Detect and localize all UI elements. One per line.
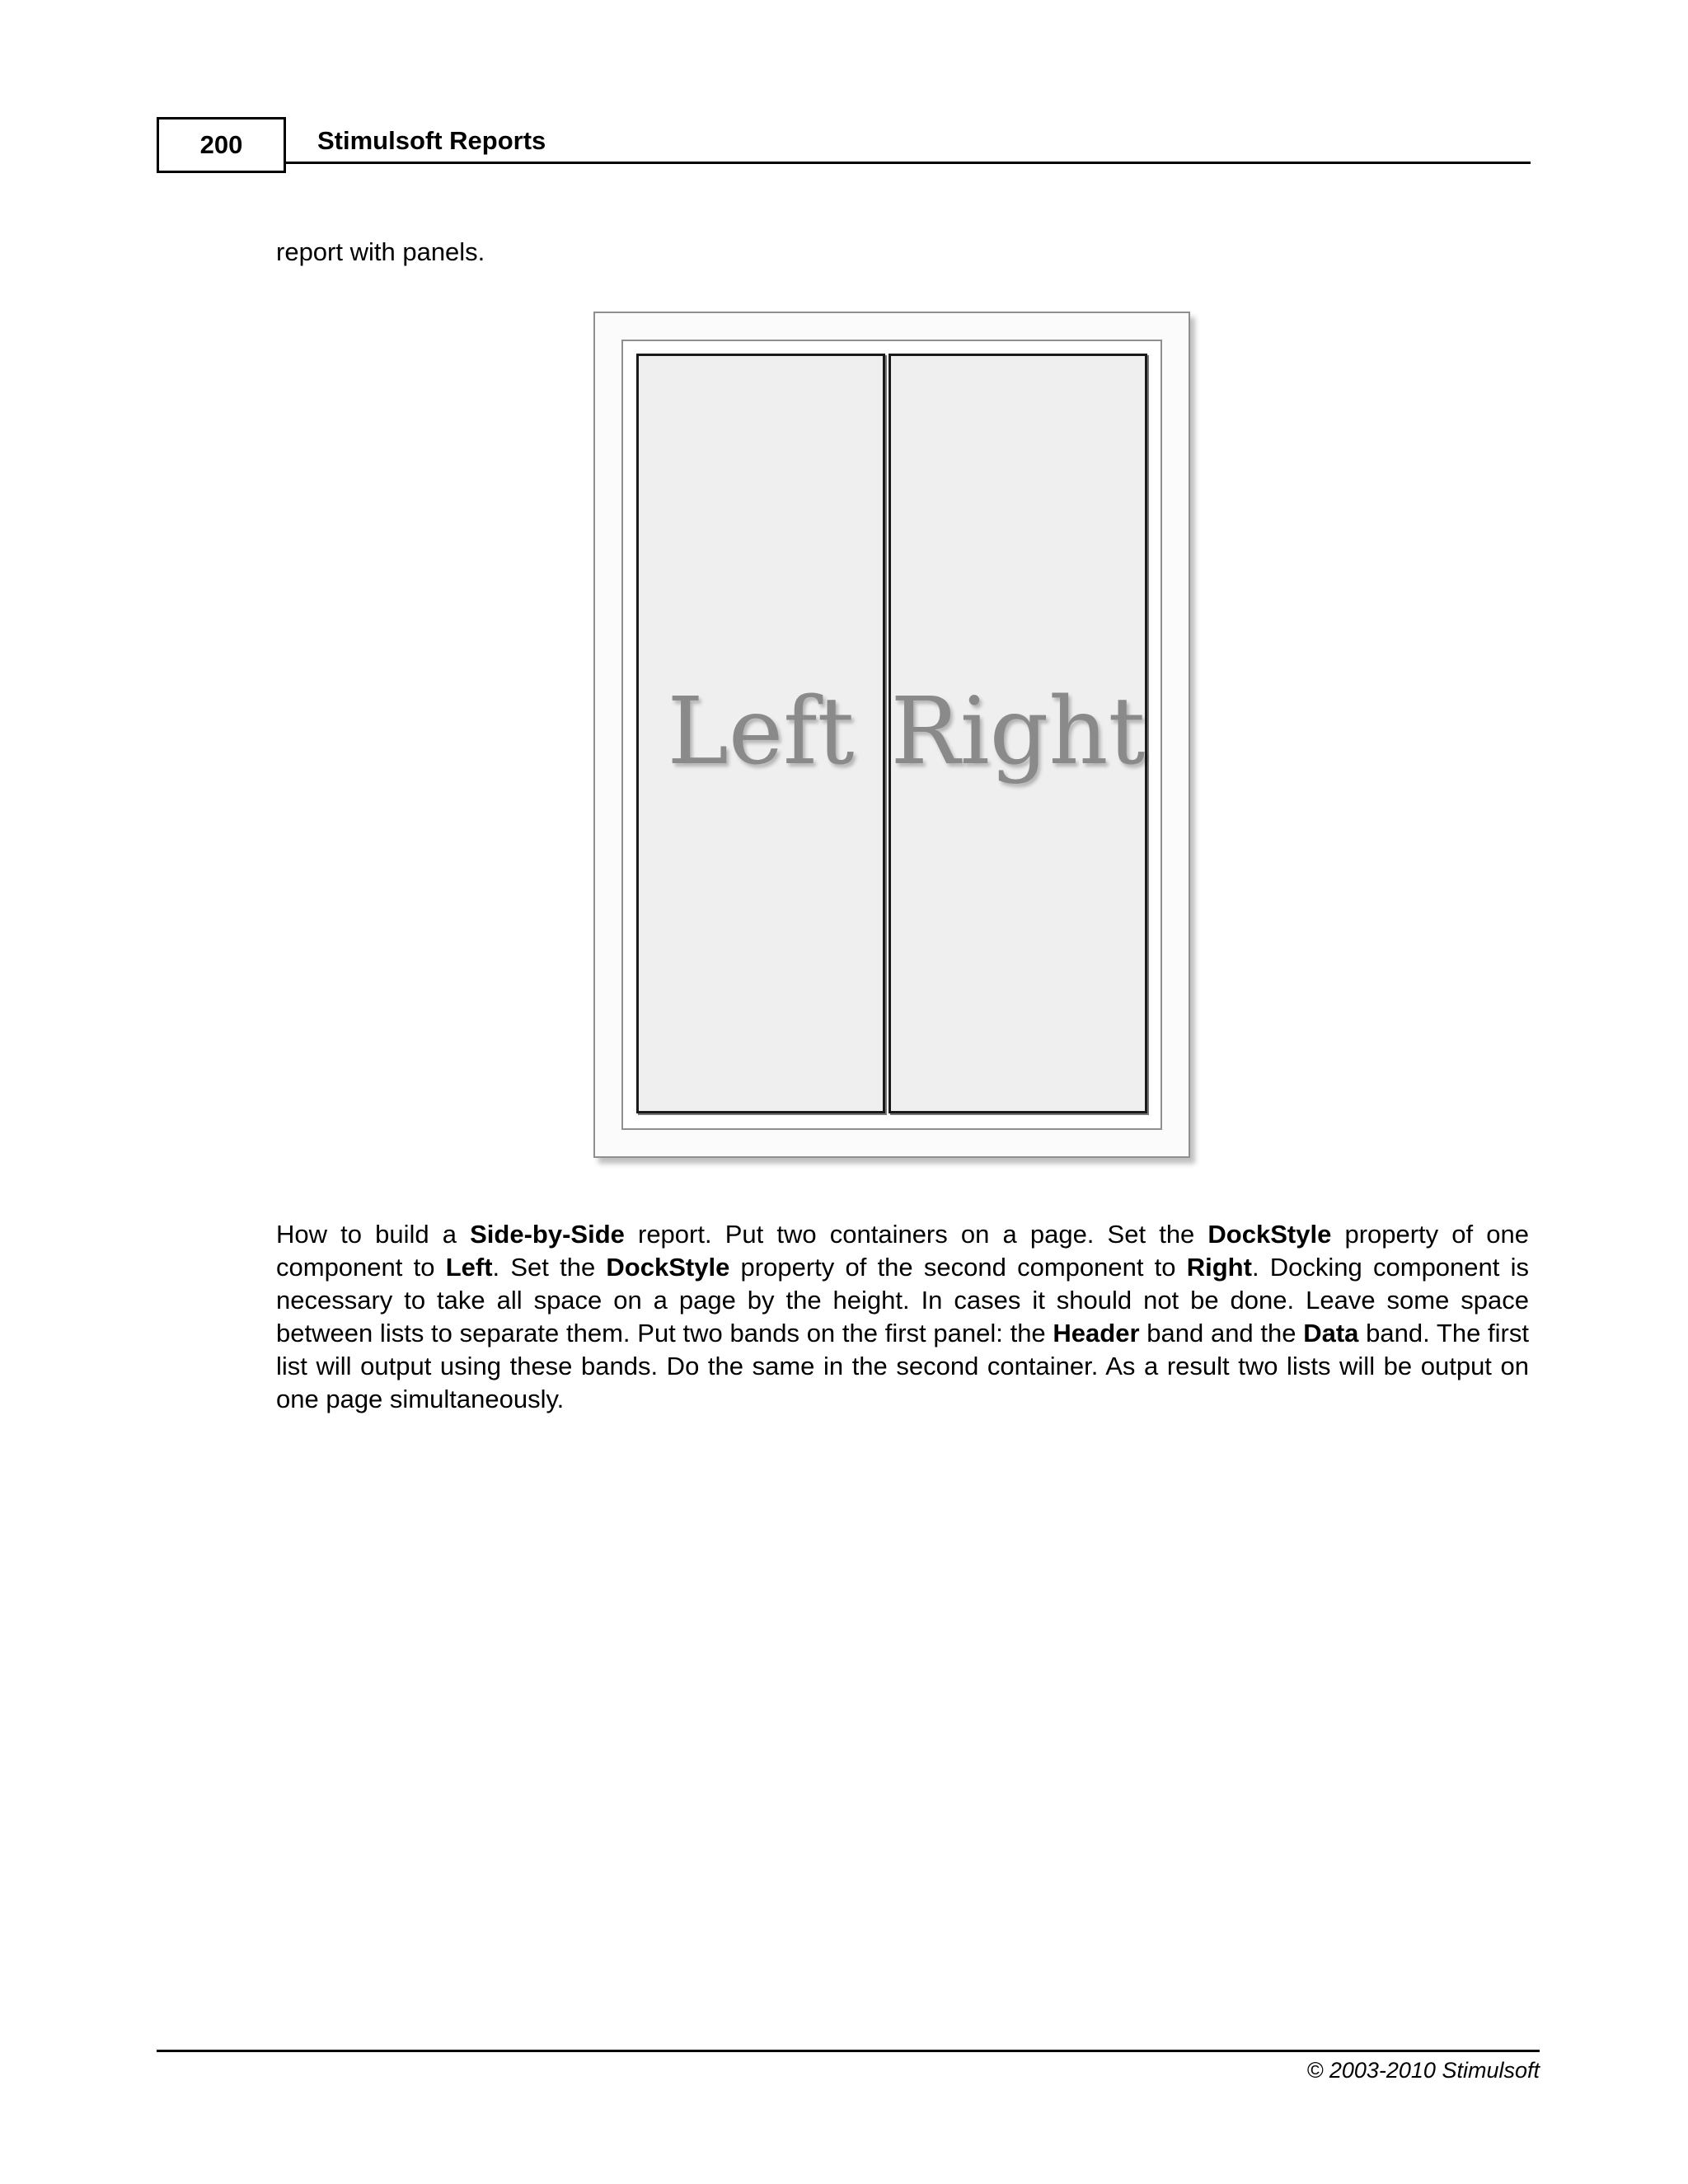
- bold-term: Side-by-Side: [470, 1220, 625, 1249]
- intro-text: report with panels.: [276, 237, 485, 266]
- page-frame: [621, 340, 1162, 1130]
- bold-term: DockStyle: [606, 1253, 730, 1282]
- text-run: band. The first list will output using these bands. Do the same in the second container. As a result two lists will be output on one page simultaneously.: [276, 1319, 1529, 1413]
- left-panel: [636, 354, 885, 1113]
- page-number-box: [157, 117, 286, 173]
- bold-term: Left: [445, 1253, 493, 1282]
- bold-term: DockStyle: [1207, 1220, 1332, 1249]
- text-run: band and the: [1139, 1319, 1304, 1347]
- bold-term: Data: [1303, 1319, 1359, 1347]
- body-paragraph: [276, 1218, 1529, 1416]
- text-run: property of the second component to: [729, 1253, 1187, 1282]
- bold-term: Right: [1186, 1253, 1252, 1282]
- text-run: property of one component to: [276, 1220, 1529, 1282]
- right-panel: [889, 354, 1147, 1113]
- left-panel-label: Left: [667, 678, 855, 785]
- right-panel-label: Right: [890, 678, 1146, 785]
- text-run: How to build a: [276, 1220, 471, 1249]
- header-rule: [286, 162, 1531, 164]
- bold-term: Header: [1053, 1319, 1140, 1347]
- text-run: . Docking component is necessary to take all space on a page by the height. In cases it should not be done. Leave some space between lists to separate them. Put two bands on the first panel: the: [276, 1253, 1529, 1347]
- footer-copyright: © 2003-2010 Stimulsoft: [1306, 2058, 1540, 2083]
- page-number: 200: [199, 130, 243, 159]
- text-run: report. Put two containers on a page. Set the: [624, 1220, 1208, 1249]
- footer-rule: [157, 2050, 1540, 2052]
- text-run: . Set the: [492, 1253, 607, 1282]
- report-figure: [593, 312, 1190, 1158]
- header-title: Stimulsoft Reports: [317, 126, 546, 155]
